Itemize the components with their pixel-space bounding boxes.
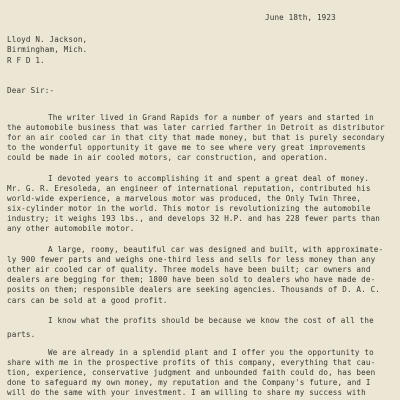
recipient-name: Lloyd N. Jackson, xyxy=(7,35,88,44)
paragraph-line: other air cooled car of quality. Three models have been built; car owners and xyxy=(7,265,371,274)
paragraph-line: posits on them; responsible dealers are seeking agencies. Thousands of D. A. C. xyxy=(7,285,381,294)
salutation: Dear Sir:- xyxy=(7,86,55,95)
paragraph-line: dealers are begging for them; 1800 have been sold to dealers who have made de- xyxy=(7,275,376,284)
recipient-route: R F D 1. xyxy=(7,56,45,65)
letter-date: June 18th, 1923 xyxy=(265,13,336,22)
paragraph-line: could be made in air cooled motors, car construction, and operation. xyxy=(7,153,329,162)
paragraph-line: six-cylinder motor in the world. This motor is revolutionizing the automobile xyxy=(7,204,371,213)
paragraph-line: world-wide experience, a marvelous motor was produced, the Only Twin Three, xyxy=(7,194,362,203)
paragraph-line: share with me in the prospective profits of this company, everything that cau- xyxy=(7,358,376,367)
paragraph-line: parts. xyxy=(7,330,36,339)
paragraph-line: the automobile business that was later carried farther in Detroit as distributor xyxy=(7,123,385,132)
paragraph-line: done to safeguard my own money, my reputation and the Company's future, and I xyxy=(7,378,371,387)
paragraph-line: The writer lived in Grand Rapids for a number of years and started in xyxy=(48,113,374,122)
paragraph-line: Mr. G. R. Eresoleda, an engineer of international reputation, contributed his xyxy=(7,184,371,193)
paragraph-line: to the wonderful opportunity it gave me to see where very great improvements xyxy=(7,143,366,152)
paragraph-line: for an air cooled car in that city that made money, but that is purely secondary xyxy=(7,133,385,142)
recipient-city: Birmingham, Mich. xyxy=(7,45,88,54)
paragraph-line: industry; it weighs 193 lbs., and develops 32 H.P. and has 228 fewer parts than xyxy=(7,214,381,223)
paragraph-line: I know what the profits should be because we know the cost of all the xyxy=(48,316,374,325)
paragraph-line: I devoted years to accomplishing it and spent a great deal of money. xyxy=(48,174,370,183)
paragraph-line: any other automobile motor. xyxy=(7,224,135,233)
paragraph-line: ly 900 fewer parts and weighs one-third less and sells for less money than any xyxy=(7,255,376,264)
paragraph-line: will do the same with your investment. I am willing to share my success with xyxy=(7,388,366,397)
paragraph-line: cars can be sold at a good profit. xyxy=(7,296,168,305)
paragraph-line: tion, experience, conservative judgment and unbounded faith could do, has been xyxy=(7,368,376,377)
paragraph-line: A large, roomy, beautiful car was designed and built, with approximate- xyxy=(48,245,384,254)
paragraph-line: We are already in a splendid plant and I offer you the opportunity to xyxy=(48,348,374,357)
